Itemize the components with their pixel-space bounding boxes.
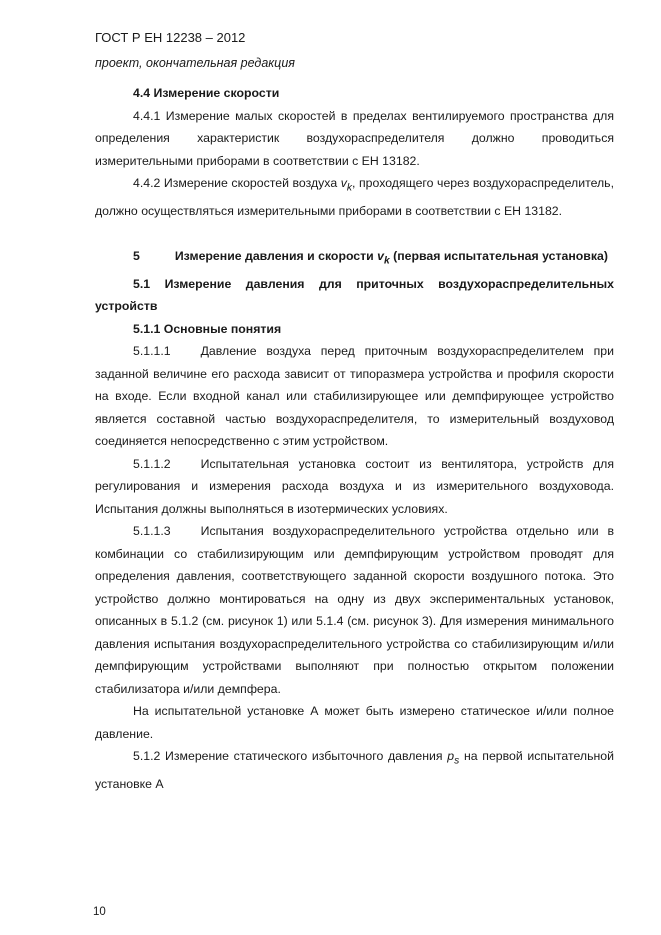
section-5-heading: 5 Измерение давления и скорости $v_k$ (первая испытательная установка): [133, 248, 608, 267]
page-number: 10: [93, 906, 106, 918]
section-5-1-1-heading: 5.1.1 Основные понятия: [133, 321, 282, 336]
section-4-4-heading: 4.4 Измерение скорости: [133, 86, 280, 100]
standard-number: ГОСТ Р ЕН 12238 – 2012: [95, 30, 246, 45]
paragraph-4-4-1: 4.4.1 Измерение малых скоростей в пределах вентилируемого пространства для определения характеристик воздухораспределителя должно проводиться измерительными приборами в соответствии с ЕН 13182.: [95, 108, 614, 168]
paragraph-5-1-1-2: 5.1.1.2 Испытательная установка состоит из вентилятора, устройств для регулирования и измерения расхода воздуха и из измерительного воздуховода. Испытания должны выполняться в изотермических условиях.: [95, 456, 614, 516]
pressure-symbol: p: [447, 749, 455, 764]
paragraph-setup-a: На испытательной установке А может быть измерено статическое и/или полное давление.: [95, 704, 614, 741]
paragraph-5-1-1-3: 5.1.1.3 Испытания воздухораспределительного устройства отдельно или в комбинации со стабилизирующим или демпфирующим устройством проводят для определения давления, соответствующего заданной скорости воздушного потока. Это устройство должно монтироваться на одну из двух экспериментальных установок, описанных в 5.1.2 (см. рисунок 1) или 5.1.4 (см. рисунок 3). Для измерения минимального давления испытания воздухораспределительного устройства со стабилизирующим и/или демпфирующим устройствами выполняют при полностью открытом положении стабилизатора и/или демпфера.: [95, 524, 614, 696]
draft-label: проект, окончательная редакция: [95, 56, 295, 70]
section-5-1-heading: 5.1 Измерение давления для приточных воздухораспределительных устройств: [95, 276, 614, 314]
paragraph-4-4-2: 4.4.2 Измерение скоростей воздуха $v_k$, проходящего через воздухораспределитель, должно осуществляться измерительными приборами в соответствии с ЕН 13182.: [95, 176, 614, 218]
paragraph-5-1-1-1: 5.1.1.1 Давление воздуха перед приточным воздухораспределителем при заданной величине его расхода зависит от типоразмера устройства и профиля скорости на входе. Если входной канал или стабилизирующее или демпфирующее устройство является составной частью воздухораспределителя, то измерительный воздуховод соединяется непосредственно с этим устройством.: [95, 344, 614, 449]
document-body: [95, 82, 614, 796]
paragraph-5-1-2: 5.1.2 Измерение статического избыточного давления $p_s$ на первой испытательной установке А: [95, 749, 614, 792]
velocity-symbol: v: [340, 176, 347, 190]
